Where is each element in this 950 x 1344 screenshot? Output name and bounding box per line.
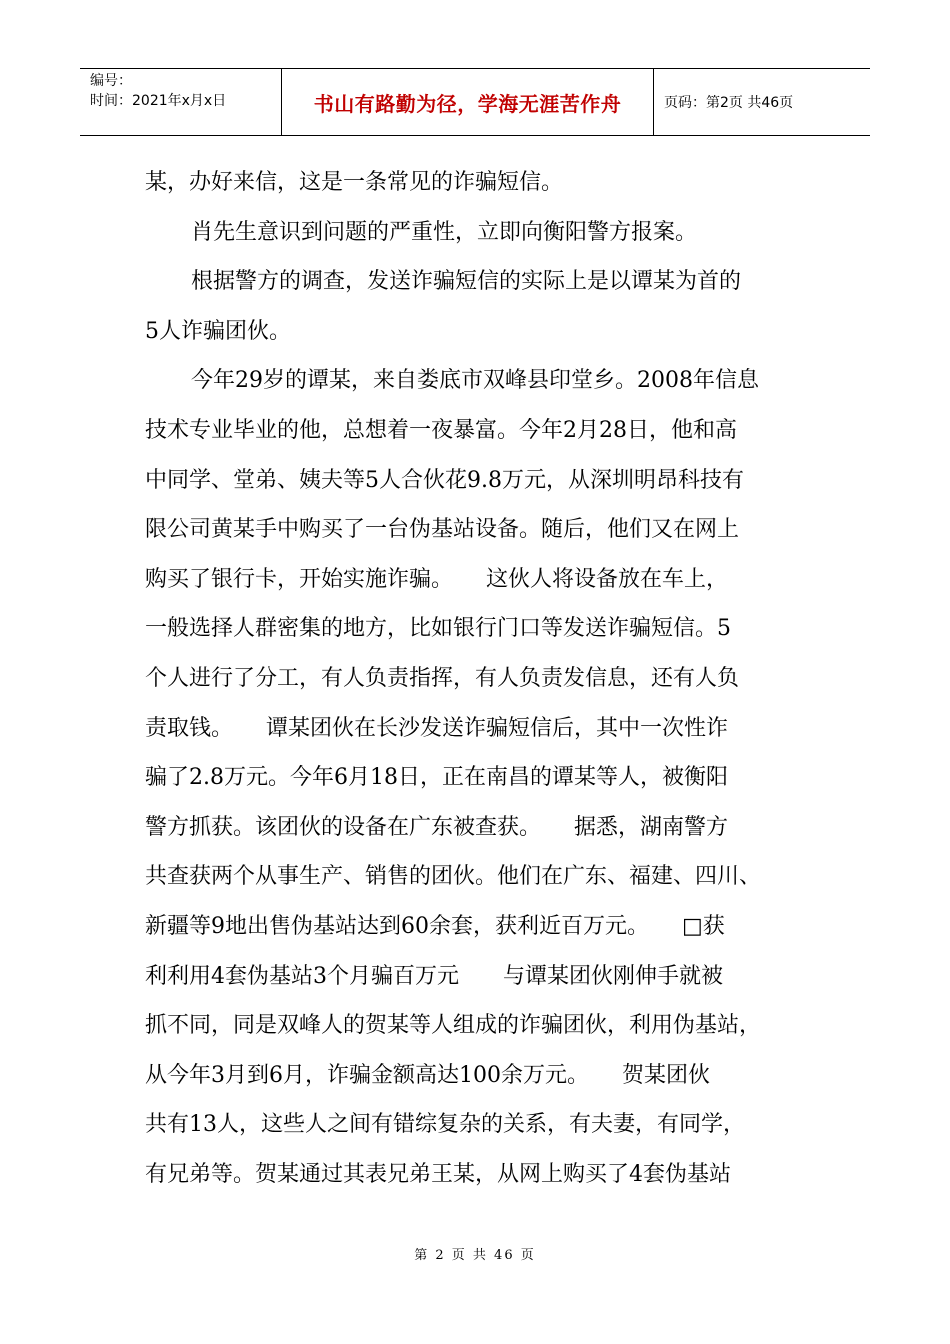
- header-motto: 书山有路勤为径，学海无涯苦作舟: [282, 69, 654, 135]
- body-line: 今年29岁的谭某，来自娄底市双峰县印堂乡。2008年信息: [191, 368, 759, 394]
- document-body: [145, 158, 810, 1199]
- body-line: 共有13人，这些人之间有错综复杂的关系，有夫妻，有同学，: [145, 1112, 745, 1138]
- body-line: 新疆等9地出售伪基站达到60余套，获利近百万元。 □获: [145, 913, 725, 939]
- page-footer: 第 2 页 共 46 页: [414, 1248, 536, 1263]
- body-line: 抓不同，同是双峰人的贺某等人组成的诈骗团伙，利用伪基站，: [145, 1013, 762, 1039]
- body-line: 肖先生意识到问题的严重性，立即向衡阳警方报案。: [191, 219, 698, 245]
- body-line: 有兄弟等。贺某通过其表兄弟王某，从网上购买了4套伪基站: [145, 1161, 731, 1187]
- body-line: 限公司黄某手中购买了一台伪基站设备。随后，他们又在网上: [145, 517, 740, 543]
- header-page-info: 页码：第2页 共46页: [664, 95, 794, 111]
- body-line: 利利用4套伪基站3个月骗百万元 与谭某团伙刚伸手就被: [145, 963, 723, 989]
- body-line: 个人进行了分工，有人负责指挥，有人负责发信息，还有人负: [145, 665, 740, 691]
- body-line: 责取钱。 谭某团伙在长沙发送诈骗短信后，其中一次性诈: [145, 715, 729, 741]
- body-line: 警方抓获。该团伙的设备在广东被查获。 据悉，湖南警方: [145, 814, 729, 840]
- document-date-label: 时间：2021年x月x日: [90, 93, 227, 109]
- page-header: [80, 68, 870, 136]
- body-line: 技术专业毕业的他，总想着一夜暴富。今年2月28日，他和高: [145, 417, 737, 443]
- body-line: 中同学、堂弟、姨夫等5人合伙花9.8万元，从深圳明昂科技有: [145, 467, 744, 493]
- body-line: 购买了银行卡，开始实施诈骗。 这伙人将设备放在车上，: [145, 566, 729, 592]
- body-line: 一般选择人群密集的地方，比如银行门口等发送诈骗短信。5: [145, 616, 731, 642]
- body-line: 骗了2.8万元。今年6月18日，正在南昌的谭某等人，被衡阳: [145, 765, 728, 791]
- body-line: 从今年3月到6月，诈骗金额高达100余万元。 贺某团伙: [145, 1062, 710, 1088]
- header-meta-cell: [80, 69, 282, 135]
- body-line: 共查获两个从事生产、销售的团伙。他们在广东、福建、四川、: [145, 864, 762, 890]
- body-line: 某，办好来信，这是一条常见的诈骗短信。: [145, 170, 564, 195]
- body-line: 根据警方的调查，发送诈骗短信的实际上是以谭某为首的: [191, 269, 742, 295]
- body-line: 5人诈骗团伙。: [145, 318, 291, 344]
- document-number-label: 编号：: [90, 73, 132, 89]
